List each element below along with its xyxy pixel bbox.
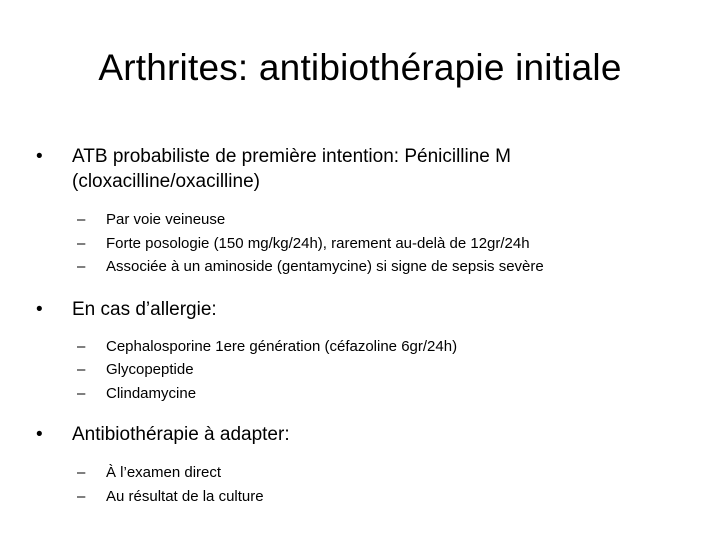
dash-icon: – <box>77 258 86 275</box>
bullet-item <box>36 144 686 194</box>
sub-item <box>36 485 686 509</box>
bullet-item <box>36 297 686 322</box>
slide-content <box>36 144 686 508</box>
sub-item-text: Associée à un aminoside (gentamycine) si signe de sepsis sevère <box>106 258 544 275</box>
sub-item-text: Cephalosporine 1ere génération (céfazoline 6gr/24h) <box>106 337 458 355</box>
sub-item <box>36 358 686 382</box>
sub-item <box>36 461 686 485</box>
bullet-icon: • <box>36 298 43 320</box>
sub-item-text: Par voie veineuse <box>106 211 226 228</box>
sub-item <box>36 335 686 359</box>
sub-item-text: À l’examen direct <box>106 464 222 481</box>
bullet-group-allergy <box>36 297 686 406</box>
bullet-icon: • <box>36 146 43 167</box>
sub-list <box>36 208 686 279</box>
dash-icon: – <box>77 384 86 402</box>
sub-item-text: Glycopeptide <box>106 361 194 378</box>
bullet-group-first-line-treatment <box>36 144 686 279</box>
dash-icon: – <box>77 211 86 228</box>
sub-item <box>36 382 686 406</box>
sub-item-text: Au résultat de la culture <box>106 487 264 505</box>
bullet-text: En cas d’allergie: <box>72 298 217 320</box>
dash-icon: – <box>77 337 86 355</box>
dash-icon: – <box>77 234 86 252</box>
sub-item-text: Clindamycine <box>106 384 197 402</box>
sub-item <box>36 208 686 232</box>
sub-list <box>36 335 686 406</box>
sub-list <box>36 461 686 508</box>
dash-icon: – <box>77 464 86 481</box>
sub-item <box>36 232 686 256</box>
bullet-icon: • <box>36 424 43 445</box>
sub-item <box>36 255 686 279</box>
bullet-group-adapt <box>36 422 686 508</box>
dash-icon: – <box>77 487 86 505</box>
bullet-item <box>36 422 686 447</box>
sub-item-text: Forte posologie (150 mg/kg/24h), rarement au-delà de 12gr/24h <box>106 234 530 252</box>
bullet-text: ATB probabiliste de première intention: Pénicilline M (cloxacilline/oxacilline) <box>72 146 511 192</box>
slide-title: Arthrites: antibiothérapie initiale <box>98 47 622 88</box>
bullet-text: Antibiothérapie à adapter: <box>72 424 290 445</box>
dash-icon: – <box>77 361 86 378</box>
